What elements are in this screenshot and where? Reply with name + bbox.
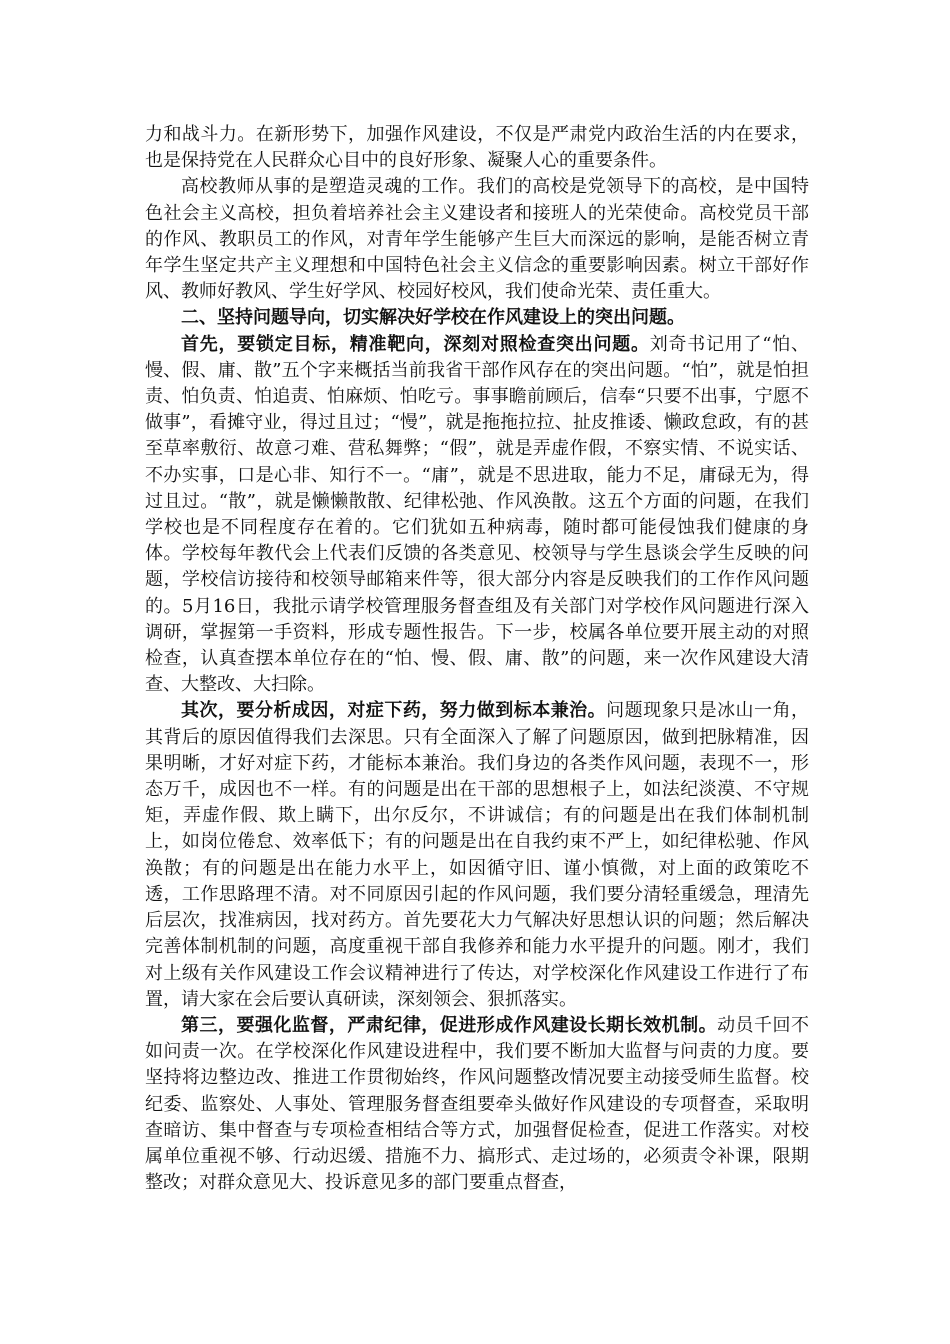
paragraph-3-body: 刘奇书记用了“怕、慢、假、庸、散”五个字来概括当前我省干部作风存在的突出问题。“怕”，就是怕担责、怕负责、怕追责、怕麻烦、怕吃亏。事事瞻前顾后，信奉“只要不出事，宁愿不做事”，看摊守业，得过且过；“慢”，就是拖拖拉拉、扯皮推诿、懒政怠政，有的甚至草率敷衍、故意刁难、营私舞弊；“假”，就是弄虚作假，不察实情、不说实话、不办实事，口是心非、知行不一。“庸”，就是不思进取，能力不足，庸碌无为，得过且过。“散”，就是懒懒散散、纪律松弛、作风涣散。这五个方面的问题，在我们学校也是不同程度存在着的。它们犹如五种病毒，随时都可能侵蚀我们健康的身体。学校每年教代会上代表们反馈的各类意见、校领导与学生恳谈会学生反映的问题，学校信访接待和校领导邮箱来件等，很大部分内容是反映我们的工作作风问题的。5月16日，我批示请学校管理服务督查组及有关部门对学校作风问题进行深入调研，掌握第一手资料，形成专题性报告。下一步，校属各单位要开展主动的对照检查，认真查摆本单位存在的“怕、慢、假、庸、散”的问题，来一次作风建设大清查、大整改、大扫除。 (145, 333, 810, 696)
paragraph-3-lead: 首先，要锁定目标，精准靶向，深刻对照检查突出问题。 (181, 333, 650, 355)
paragraph-5-body: 动员千回不如问责一次。在学校深化作风建设进程中，我们要不断加大监督与问责的力度。要坚持将边整边改、推进工作贯彻始终，作风问题整改情况要主动接受师生监督。校纪委、监察处、人事处、管理服务督查组要牵头做好作风建设的专项督查，采取明查暗访、集中督查与专项检查相结合等方式，加强督促检查，促进工作落实。对校属单位重视不够、行动迟缓、措施不力、搞形式、走过场的，必须责令补课，限期整改；对群众意见大、投诉意见多的部门要重点督查， (145, 1014, 810, 1194)
paragraph-4-lead: 其次，要分析成因，对症下药，努力做到标本兼治。 (181, 700, 607, 722)
document-page (145, 122, 809, 1196)
paragraph-2: 高校教师从事的是塑造灵魂的工作。我们的高校是党领导下的高校，是中国特色社会主义高校，担负着培养社会主义建设者和接班人的光荣使命。高校党员干部的作风、教职员工的作风，对青年学生能够产生巨大而深远的影响，是能否树立青年学生坚定共产主义理想和中国特色社会主义信念的重要影响因素。树立干部好作风、教师好教风、学生好学风、校园好校风，我们使命光荣、责任重大。 (145, 176, 809, 303)
paragraph-3 (145, 332, 809, 699)
paragraph-4-body: 问题现象只是冰山一角，其背后的原因值得我们去深思。只有全面深入了解了问题原因，做到把脉精准，因果明晰，才好对症下药，才能标本兼治。我们身边的各类作风问题，表现不一，形态万千，成因也不一样。有的问题是出在干部的思想根子上，如法纪淡漠、不守规矩，弄虚作假、欺上瞒下，出尔反尔，不讲诚信；有的问题是出在我们体制机制上，如岗位倦怠、效率低下；有的问题是出在自我约束不严上，如纪律松驰、作风涣散；有的问题是出在能力水平上，如因循守旧、谨小慎微，对上面的政策吃不透，工作思路理不清。对不同原因引起的作风问题，我们要分清轻重缓急，理清先后层次，找准病因，找对药方。首先要花大力气解决好思想认识的问题；然后解决完善体制机制的问题，高度重视干部自我修养和能力水平提升的问题。刚才，我们对上级有关作风建设工作会议精神进行了传达，对学校深化作风建设工作进行了布置，请大家在会后要认真研读，深刻领会、狠抓落实。 (145, 700, 810, 1010)
paragraph-5-lead: 第三，要强化监督，严肃纪律，促进形成作风建设长期长效机制。 (181, 1014, 718, 1036)
section-heading-2: 二、坚持问题导向，切实解决好学校在作风建设上的突出问题。 (181, 307, 685, 329)
paragraph-1: 力和战斗力。在新形势下，加强作风建设，不仅是严肃党内政治生活的内在要求，也是保持党在人民群众心目中的良好形象、凝聚人心的重要条件。 (145, 124, 809, 172)
paragraph-5 (145, 1013, 809, 1196)
paragraph-4 (145, 698, 809, 1012)
